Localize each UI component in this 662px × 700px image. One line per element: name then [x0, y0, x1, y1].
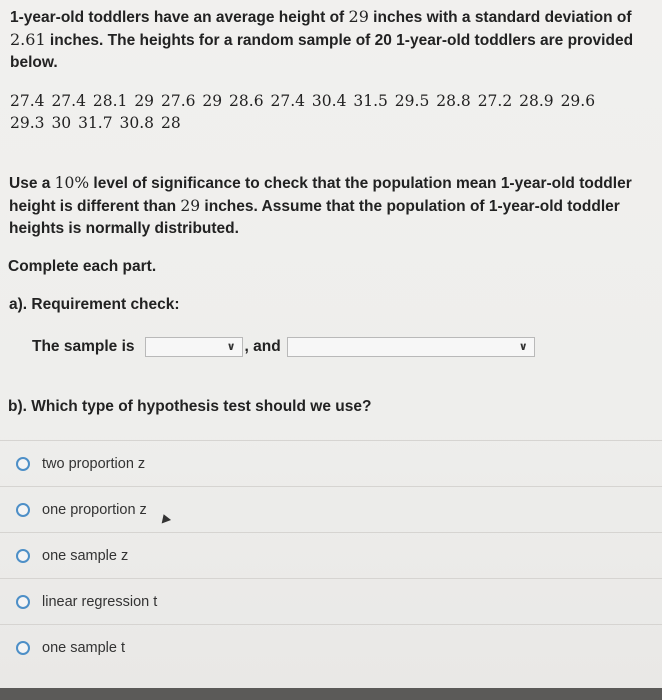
radio-button[interactable]: [16, 503, 30, 517]
option-one-sample-z[interactable]: [0, 532, 662, 579]
question-part-1: Use a: [9, 175, 55, 192]
radio-button[interactable]: [16, 595, 30, 609]
chevron-down-icon: ∨: [226, 340, 236, 353]
option-label: two proportion z: [42, 456, 146, 472]
radio-button[interactable]: [16, 457, 30, 471]
option-label: one sample t: [42, 640, 126, 656]
part-a-heading: a). Requirement check:: [9, 296, 180, 313]
requirement-row: [32, 334, 535, 360]
sample-data: [10, 90, 650, 134]
requirement-select[interactable]: [287, 337, 535, 357]
sample-type-select[interactable]: [145, 337, 243, 357]
question-text: [9, 172, 649, 240]
sd-value: 2.61: [10, 30, 46, 49]
question-part-2: level of significance to check that the population mean 1-year-old toddler height is different than: [9, 175, 632, 215]
sample-is-label: The sample is: [32, 338, 135, 355]
option-two-proportion-z[interactable]: [0, 440, 662, 487]
bottom-edge: [0, 688, 662, 700]
sample-data-line-1: 27.4 27.4 28.1 29 27.6 29 28.6 27.4 30.4 31.5 29.5 28.8 27.2 28.9 29.6: [10, 92, 596, 110]
intro-text-3: inches. The heights for a random sample of 20 1-year-old toddlers are provided below.: [10, 32, 634, 71]
question-part-3: inches. Assume that the population of 1-year-old toddler heights is normally distributed.: [9, 198, 620, 237]
part-b-heading: b). Which type of hypothesis test should we use?: [8, 398, 372, 415]
problem-intro: [10, 6, 650, 74]
radio-button[interactable]: [16, 549, 30, 563]
option-one-sample-t[interactable]: [0, 624, 662, 671]
radio-button[interactable]: [16, 641, 30, 655]
intro-text-2: inches with a standard deviation of: [368, 9, 632, 26]
complete-each-part: Complete each part.: [8, 258, 157, 275]
sample-data-line-2: 29.3 30 31.7 30.8 28: [10, 114, 181, 132]
intro-text-1: 1-year-old toddlers have an average height of: [10, 9, 349, 26]
option-label: one sample z: [42, 548, 129, 564]
and-label: , and: [244, 338, 281, 355]
option-label: one proportion z: [42, 502, 147, 518]
option-one-proportion-z[interactable]: [0, 486, 662, 533]
hypothesized-mean: 29: [180, 197, 201, 215]
chevron-down-icon: ∨: [518, 340, 528, 353]
option-label: linear regression t: [42, 594, 158, 610]
significance-level: 10%: [54, 174, 90, 192]
option-linear-regression-t[interactable]: [0, 578, 662, 625]
mean-value: 29: [348, 7, 369, 26]
